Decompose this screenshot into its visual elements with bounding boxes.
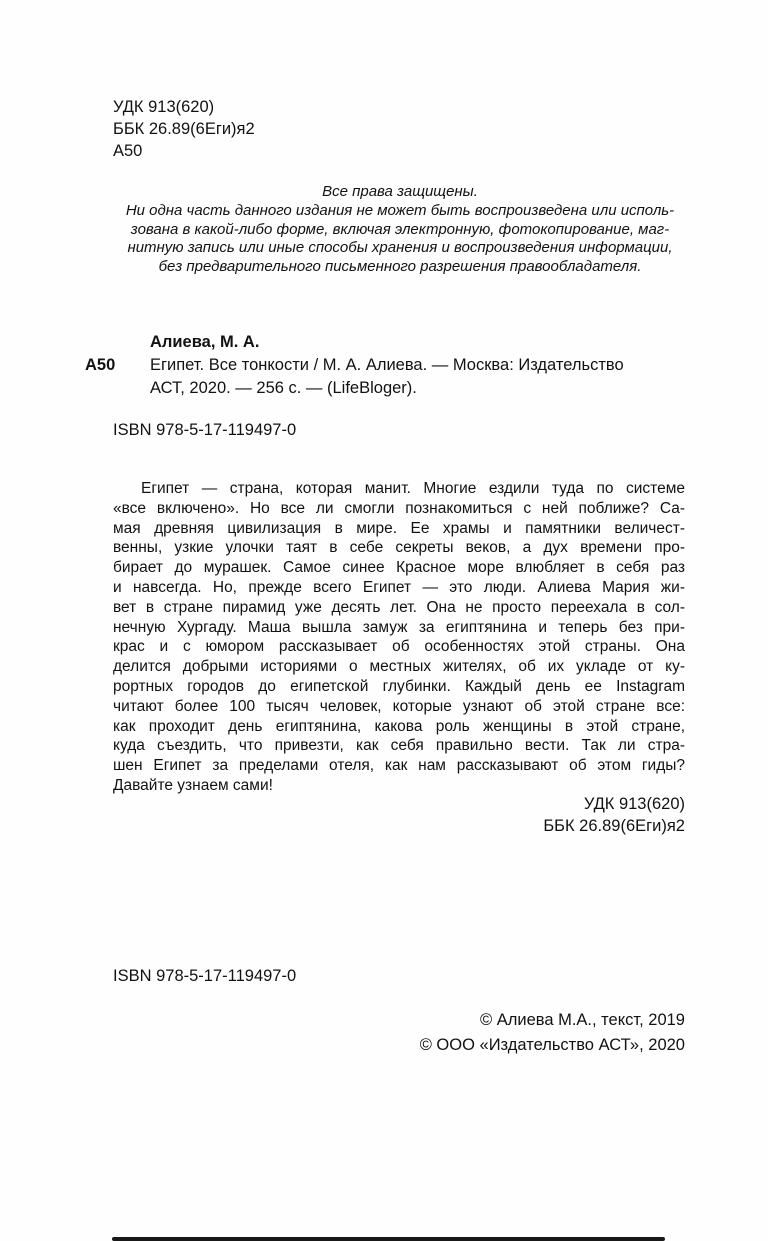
annotation-line: читают более 100 тысяч человек, которые узнают об этой стране все:: [113, 697, 685, 715]
classification-block-bottom: [543, 793, 685, 837]
annotation-line: Египет — страна, которая манит. Многие ездили туда по системе: [141, 480, 685, 497]
catalog-entry: [85, 331, 685, 400]
bbk-number: ББК 26.89(6Еги)я2: [113, 120, 255, 138]
rights-notice-line: без предварительного письменного разрешения правообладателя.: [158, 258, 642, 276]
annotation-line: бирает до мурашек. Самое синее Красное море влюбляет в себя раз: [113, 559, 685, 577]
annotation-line: Давайте узнаем сами!: [113, 776, 273, 794]
udk-number: УДК 913(620): [113, 98, 215, 116]
catalog-author: Алиева, М. А.: [150, 333, 260, 351]
copyright-author: © Алиева М.А., текст, 2019: [479, 1011, 685, 1029]
isbn-bottom: ISBN 978-5-17-119497-0: [113, 967, 297, 985]
classification-block-top: [113, 96, 255, 162]
annotation-line: как проходит день египтянина, какова роль женщины в этой стране,: [113, 717, 685, 735]
annotation-line: делится добрыми историями о местных жителях, об их укладе от ку-: [113, 658, 685, 676]
annotation-line: «все включено». Но все ли смогли познакомиться с ней поближе? Са-: [113, 499, 685, 517]
annotation-line: венны, узкие улочки таят в себе секреты веков, а дух времени про-: [113, 539, 685, 557]
annotation-line: крас и с юмором рассказывает об особенностях этой страны. Она: [113, 638, 685, 656]
annotation-line: куда съездить, что привезти, как себя правильно вести. Так ли стра-: [113, 737, 685, 755]
catalog-description: [150, 354, 685, 400]
catalog-description-line: Египет. Все тонкости / М. А. Алиева. — Москва: Издательство: [150, 356, 624, 374]
annotation-paragraph: [113, 479, 685, 796]
rights-notice-line: Ни одна часть данного издания не может быть воспроизведена или исполь-: [125, 201, 675, 219]
rights-notice-line: зована в какой-либо форме, включая электронную, фотокопирование, маг-: [130, 220, 670, 238]
annotation-line: нечную Хургаду. Маша вышла замуж за египтянина и теперь без при-: [113, 618, 685, 636]
annotation-line: шен Египет за пределами отеля, как нам рассказывают об этом гиды?: [113, 757, 685, 775]
catalog-author-code: А50: [85, 356, 116, 374]
rights-notice-line: нитную запись или иные способы хранения и воспроизведения информации,: [127, 239, 673, 257]
isbn-top: ISBN 978-5-17-119497-0: [113, 421, 297, 439]
rights-notice: [95, 183, 705, 277]
catalog-description-line: АСТ, 2020. — 256 с. — (LifeBloger).: [150, 379, 417, 397]
rights-notice-line: Все права защищены.: [322, 183, 478, 200]
copyright-publisher: © ООО «Издательство АСТ», 2020: [419, 1036, 685, 1054]
annotation-line: и навсегда. Но, прежде всего Египет — это люди. Алиева Мария жи-: [113, 578, 685, 596]
annotation-line: мая древняя цивилизация в мире. Ее храмы и памятники величест-: [113, 519, 685, 537]
annotation-line: рортных городов до египетской глубинки. Каждый день ее Instagram: [113, 677, 685, 695]
copyright-block: [420, 1008, 685, 1058]
bbk-number-bottom: ББК 26.89(6Еги)я2: [543, 817, 685, 835]
udk-number-bottom: УДК 913(620): [583, 795, 685, 813]
annotation-line: вет в стране пирамид уже десять лет. Она не просто переехала в сол-: [113, 598, 685, 616]
author-code: А50: [113, 142, 143, 160]
page-edge-shadow: [112, 1237, 665, 1241]
